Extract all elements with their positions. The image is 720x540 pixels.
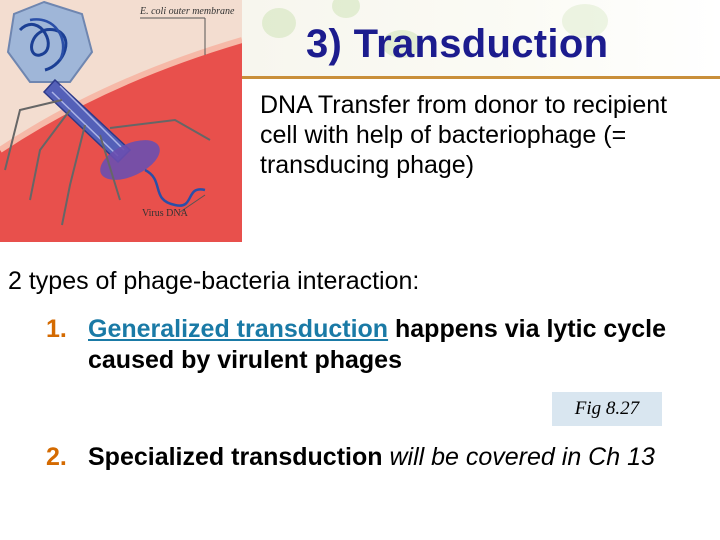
figure-reference: Fig 8.27: [552, 392, 662, 426]
header-divider: [242, 76, 720, 79]
specialized-transduction-term: Specialized transduction: [88, 443, 383, 471]
bacteriophage-icon: [0, 0, 242, 242]
list-item-body: [88, 442, 688, 473]
decorative-blob: [332, 0, 360, 18]
list-item-italic-text: will be covered in Ch 13: [382, 443, 655, 471]
interaction-subheading: 2 types of phage-bacteria interaction:: [8, 267, 420, 295]
bacteriophage-illustration: [0, 0, 242, 242]
list-number: 2.: [46, 443, 67, 471]
generalized-transduction-link[interactable]: Generalized transduction: [88, 315, 389, 343]
definition-text: DNA Transfer from donor to recipient cell with help of bacteriophage (= transducing phage): [260, 91, 668, 179]
list-item-text: happens via lytic cycle caused by virulent phages: [88, 315, 666, 374]
virus-dna-label: Virus DNA: [142, 208, 188, 219]
membrane-label: E. coli outer membrane: [140, 6, 235, 17]
decorative-blob: [262, 8, 296, 38]
list-number: 1.: [46, 315, 67, 343]
slide-title: 3) Transduction: [306, 22, 609, 66]
list-item-body: [88, 314, 688, 376]
phage-head-shape: [8, 2, 92, 82]
